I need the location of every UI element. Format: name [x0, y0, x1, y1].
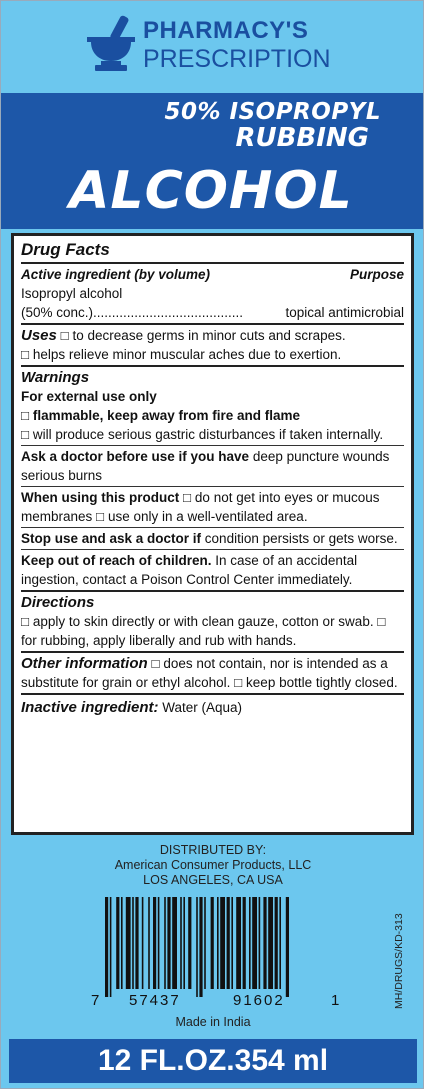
- distributor-name: American Consumer Products, LLC: [114, 858, 312, 872]
- barcode: [85, 897, 345, 1009]
- bullet-icon: □: [60, 328, 69, 343]
- barcode-trail-digit: 1: [331, 992, 340, 1009]
- product-title-rubbing: RUBBING: [235, 123, 369, 153]
- distributor-info: [1, 843, 424, 888]
- barcode-bar: [220, 897, 225, 989]
- barcode-bar: [183, 897, 185, 989]
- barcode-bar: [217, 897, 219, 989]
- license-code: MH/DRUGS/KD-313: [393, 913, 405, 1009]
- other-information-item: keep bottle tightly closed.: [242, 675, 398, 690]
- barcode-bar: [211, 897, 214, 989]
- warning-item: will produce serious gastric disturbances if taken internally.: [29, 427, 384, 442]
- distributor-location: LOS ANGELES, CA USA: [143, 873, 283, 887]
- barcode-bar: [249, 897, 251, 989]
- keep-out-label: Keep out of reach of children.: [21, 553, 212, 568]
- bullet-icon: □: [234, 675, 243, 690]
- brand-subname: PRESCRIPTION: [143, 45, 331, 73]
- directions-section: [21, 590, 404, 651]
- ask-doctor-section: [21, 445, 404, 486]
- barcode-bar: [167, 897, 170, 989]
- barcode-bar: [188, 897, 191, 989]
- volume-label: 12 FL.OZ.354 ml: [9, 1039, 417, 1083]
- barcode-bar: [164, 897, 166, 989]
- barcode-bar: [268, 897, 273, 989]
- directions-item: for rubbing, apply liberally and rub with hands.: [21, 633, 297, 648]
- barcode-bars: [105, 897, 289, 997]
- barcode-bar: [142, 897, 144, 989]
- warnings-section: [21, 365, 404, 445]
- bullet-icon: □: [151, 656, 160, 671]
- warning-item: flammable, keep away from fire and flame: [29, 408, 301, 423]
- active-ingredient-label: Active ingredient (by volume): [21, 267, 211, 282]
- barcode-bar: [275, 897, 278, 989]
- barcode-bar: [259, 897, 261, 989]
- stop-use-text: condition persists or gets worse.: [201, 531, 398, 546]
- barcode-bar: [158, 897, 160, 989]
- bullet-icon: □: [96, 509, 105, 524]
- barcode-bar: [110, 897, 112, 997]
- barcode-bar: [126, 897, 131, 989]
- inactive-ingredient-text: Water (Aqua): [158, 700, 243, 715]
- product-title-strength: 50% ISOPROPYL: [164, 99, 381, 125]
- other-information-label: Other information: [21, 655, 148, 672]
- barcode-bar: [105, 897, 108, 997]
- ask-doctor-text: deep puncture wounds serious burns: [21, 449, 390, 483]
- directions-item: apply to skin directly or with clean gauze, cotton or swab.: [29, 614, 374, 629]
- brand-name: PHARMACY'S: [143, 17, 309, 44]
- active-ingredient-conc: (50% conc.): [21, 305, 94, 320]
- bullet-icon: □: [21, 427, 30, 442]
- product-title-band: [1, 93, 424, 229]
- barcode-left-digits: 57437: [129, 992, 181, 1009]
- directions-label: Directions: [21, 594, 95, 611]
- barcode-bar: [236, 897, 241, 989]
- other-information-section: [21, 651, 404, 693]
- bullet-icon: □: [21, 347, 30, 362]
- when-using-item: do not get into eyes or mucous membranes: [21, 490, 380, 524]
- barcode-right-digits: 91602: [233, 992, 285, 1009]
- uses-section: [21, 323, 404, 365]
- barcode-bar: [180, 897, 182, 989]
- active-ingredient-section: [21, 262, 404, 323]
- active-ingredient-purpose: topical antimicrobial: [285, 305, 404, 320]
- barcode-bar: [279, 897, 281, 989]
- stop-use-label: Stop use and ask a doctor if: [21, 531, 202, 546]
- ask-doctor-label: Ask a doctor before use if you have: [21, 449, 250, 464]
- barcode-bar: [252, 897, 257, 989]
- barcode-bar: [135, 897, 138, 989]
- barcode-bar: [199, 897, 202, 997]
- barcode-bar: [153, 897, 156, 989]
- warnings-label: Warnings: [21, 369, 90, 386]
- when-using-label: When using this product: [21, 490, 180, 505]
- leader-dots: ........................................: [93, 305, 244, 320]
- inactive-ingredient-section: [21, 693, 404, 718]
- other-information-item: does not contain, nor is intended as a substitute for grain or ethyl alcohol.: [21, 656, 388, 690]
- barcode-bar: [121, 897, 123, 989]
- barcode-bar: [263, 897, 266, 989]
- brand-header: [1, 1, 424, 93]
- bullet-icon: □: [183, 490, 192, 505]
- active-ingredient-name: Isopropyl alcohol: [21, 286, 123, 301]
- purpose-label: Purpose: [349, 267, 404, 282]
- barcode-bar: [204, 897, 206, 989]
- distributed-by-label: DISTRIBUTED BY:: [159, 843, 267, 857]
- keep-out-section: [21, 549, 404, 590]
- keep-out-text: In case of an accidental ingestion, contact a Poison Control Center immediately.: [21, 553, 358, 587]
- active-ingredient-row: [21, 303, 404, 322]
- barcode-bar: [132, 897, 134, 989]
- bullet-icon: □: [21, 614, 30, 629]
- uses-item: helps relieve minor muscular aches due to exertion.: [29, 347, 342, 362]
- made-in-label: Made in India: [175, 1015, 251, 1029]
- barcode-bar: [172, 897, 177, 989]
- bullet-icon: □: [377, 614, 386, 629]
- drug-facts-heading: Drug Facts: [21, 240, 110, 259]
- barcode-bar: [227, 897, 230, 989]
- barcode-bar: [231, 897, 233, 989]
- product-title-alcohol: ALCOHOL: [69, 161, 353, 221]
- bullet-icon: □: [21, 408, 30, 423]
- barcode-bar: [116, 897, 119, 989]
- when-using-item: use only in a well-ventilated area.: [104, 509, 308, 524]
- when-using-section: [21, 486, 404, 527]
- uses-label: Uses: [21, 327, 57, 344]
- stop-use-section: [21, 527, 404, 549]
- barcode-bar: [243, 897, 246, 989]
- mortar-pestle-icon: [85, 15, 137, 71]
- barcode-bar: [286, 897, 289, 997]
- barcode-lead-digit: 7: [91, 992, 100, 1009]
- barcode-bar: [148, 897, 150, 989]
- inactive-ingredient-label: Inactive ingredient:: [21, 699, 159, 716]
- uses-item: to decrease germs in minor cuts and scrapes.: [68, 328, 346, 343]
- external-use-warning: For external use only: [21, 389, 157, 404]
- drug-facts-panel: [11, 233, 414, 835]
- barcode-bar: [196, 897, 198, 997]
